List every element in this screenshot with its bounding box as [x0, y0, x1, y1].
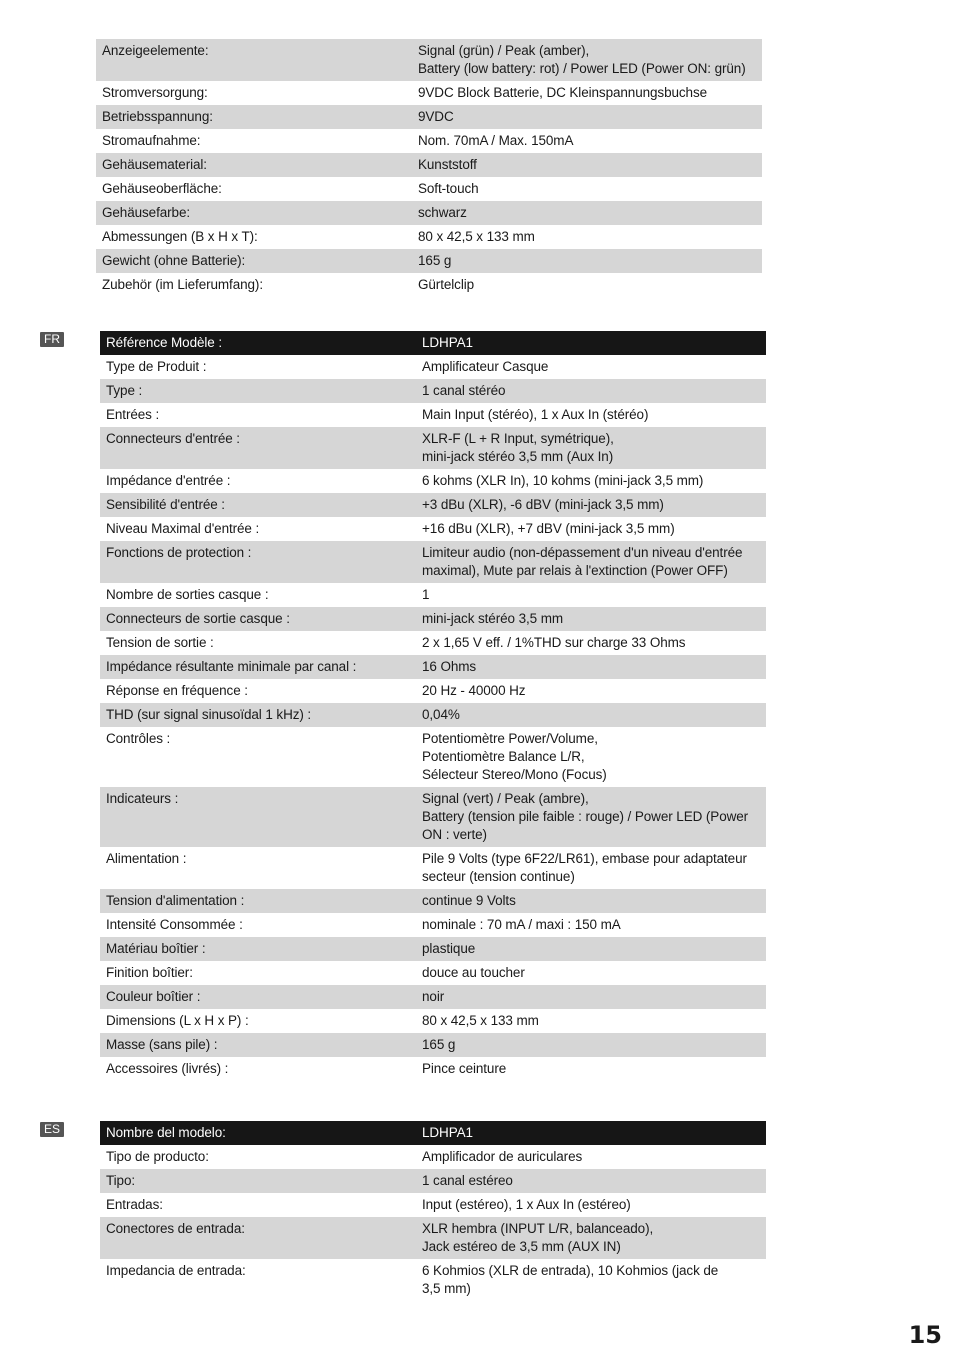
spec-value: Input (estéreo), 1 x Aux In (estéreo)	[422, 1197, 631, 1212]
spec-key: Intensité Consommée :	[106, 917, 243, 932]
spec-value: 80 x 42,5 x 133 mm	[418, 229, 535, 244]
spec-value: Pile 9 Volts (type 6F22/LR61), embase pour adaptateur secteur (tension continue)	[422, 851, 747, 884]
spec-key: Stromaufnahme:	[102, 133, 201, 148]
spec-header-key: Nombre del modelo:	[100, 1121, 410, 1145]
spec-value: Signal (grün) / Peak (amber), Battery (low battery: rot) / Power LED (Power ON: grün)	[406, 39, 762, 81]
table-row	[100, 703, 766, 727]
spec-key: Couleur boîtier :	[100, 985, 410, 1009]
table-row	[100, 355, 766, 379]
table-row	[100, 1259, 766, 1301]
spec-value: +3 dBu (XLR), -6 dBV (mini-jack 3,5 mm)	[410, 493, 766, 517]
table-row	[100, 517, 766, 541]
table-row	[96, 249, 762, 273]
table-row	[96, 153, 762, 177]
spec-value: Amplificador de auriculares	[422, 1149, 583, 1164]
spec-value: 20 Hz - 40000 Hz	[422, 683, 526, 698]
spec-table-de	[96, 39, 762, 297]
table-row	[100, 787, 766, 847]
spec-key: Matériau boîtier :	[100, 937, 410, 961]
spec-value: schwarz	[406, 201, 762, 225]
table-row	[100, 1169, 766, 1193]
table-header-row	[100, 331, 766, 355]
table-row	[100, 403, 766, 427]
spec-value: noir	[410, 985, 766, 1009]
spec-key: Niveau Maximal d'entrée :	[106, 521, 260, 536]
spec-value: +16 dBu (XLR), +7 dBV (mini-jack 3,5 mm)	[422, 521, 675, 536]
spec-value: Kunststoff	[406, 153, 762, 177]
table-row	[100, 961, 766, 985]
spec-key: Indicateurs :	[100, 787, 410, 847]
table-row	[100, 937, 766, 961]
spec-key: Accessoires (livrés) :	[106, 1061, 229, 1076]
table-row	[100, 631, 766, 655]
page-number: 15	[908, 1321, 942, 1349]
spec-key: Nombre de sorties casque :	[106, 587, 269, 602]
spec-value: plastique	[410, 937, 766, 961]
spec-value: 1 canal stéréo	[410, 379, 766, 403]
table-row	[100, 583, 766, 607]
table-row	[96, 129, 762, 153]
table-row	[96, 273, 762, 297]
spec-value: XLR-F (L + R Input, symétrique), mini-jack stéréo 3,5 mm (Aux In)	[410, 427, 766, 469]
spec-key: Gehäuseoberfläche:	[102, 181, 222, 196]
spec-value: nominale : 70 mA / maxi : 150 mA	[422, 917, 621, 932]
spec-key: Type :	[100, 379, 410, 403]
table-row	[100, 1145, 766, 1169]
table-row	[96, 39, 762, 81]
spec-value: 16 Ohms	[410, 655, 766, 679]
spec-value: 165 g	[410, 1033, 766, 1057]
table-row	[100, 727, 766, 787]
spec-key: Impédance d'entrée :	[106, 473, 231, 488]
spec-key: Dimensions (L x H x P) :	[106, 1013, 249, 1028]
spec-table-es	[100, 1121, 766, 1301]
spec-key: Type de Produit :	[106, 359, 207, 374]
table-row	[100, 379, 766, 403]
table-row	[100, 607, 766, 631]
table-row	[100, 1217, 766, 1259]
spec-value: 80 x 42,5 x 133 mm	[422, 1013, 539, 1028]
spec-key: Stromversorgung:	[102, 85, 208, 100]
table-row	[100, 493, 766, 517]
table-row	[100, 655, 766, 679]
table-row	[96, 225, 762, 249]
spec-value: 0,04%	[410, 703, 766, 727]
spec-key: Zubehör (im Lieferumfang):	[102, 277, 263, 292]
spec-header-value: LDHPA1	[410, 331, 766, 355]
language-badge-es: ES	[40, 1122, 64, 1137]
table-row	[96, 177, 762, 201]
spec-value: Pince ceinture	[422, 1061, 507, 1076]
spec-key: Connecteurs d'entrée :	[100, 427, 410, 469]
spec-value: Potentiomètre Power/Volume, Potentiomètre Balance L/R, Sélecteur Stereo/Mono (Focus)	[422, 731, 607, 782]
spec-key: Tipo de producto:	[106, 1149, 209, 1164]
spec-value: douce au toucher	[422, 965, 525, 980]
language-badge-fr: FR	[40, 332, 64, 347]
spec-key: Impédance résultante minimale par canal :	[100, 655, 410, 679]
spec-header-key: Référence Modèle :	[100, 331, 410, 355]
spec-value: 9VDC Block Batterie, DC Kleinspannungsbuchse	[418, 85, 708, 100]
spec-table-de-body	[96, 39, 762, 297]
table-row	[96, 105, 762, 129]
spec-value: Main Input (stéréo), 1 x Aux In (stéréo)	[422, 407, 649, 422]
spec-value: 6 kohms (XLR In), 10 kohms (mini-jack 3,5 mm)	[422, 473, 704, 488]
spec-key: Fonctions de protection :	[100, 541, 410, 583]
spec-key: Contrôles :	[106, 731, 171, 746]
table-row	[100, 1193, 766, 1217]
table-row	[96, 201, 762, 225]
spec-value: 165 g	[406, 249, 762, 273]
spec-key: Entrées :	[106, 407, 160, 422]
spec-value: 1	[422, 587, 430, 602]
table-row	[100, 889, 766, 913]
spec-header-value: LDHPA1	[410, 1121, 766, 1145]
spec-table-fr-body	[100, 331, 766, 1081]
spec-value: Gürtelclip	[418, 277, 475, 292]
spec-key: Gewicht (ohne Batterie):	[96, 249, 406, 273]
table-row	[100, 541, 766, 583]
spec-table-es-body	[100, 1121, 766, 1301]
table-row	[100, 913, 766, 937]
spec-value: 2 x 1,65 V eff. / 1%THD sur charge 33 Ohms	[422, 635, 686, 650]
table-row	[100, 1033, 766, 1057]
spec-key: Gehäusematerial:	[96, 153, 406, 177]
spec-value: Soft-touch	[418, 181, 479, 196]
spec-key: THD (sur signal sinusoïdal 1 kHz) :	[100, 703, 410, 727]
spec-key: Tension de sortie :	[106, 635, 214, 650]
spec-table-fr	[100, 331, 766, 1081]
spec-value: Nom. 70mA / Max. 150mA	[418, 133, 574, 148]
spec-value: continue 9 Volts	[410, 889, 766, 913]
table-header-row	[100, 1121, 766, 1145]
spec-value: Amplificateur Casque	[422, 359, 549, 374]
spec-key: Gehäusefarbe:	[96, 201, 406, 225]
table-row	[100, 679, 766, 703]
table-row	[100, 1009, 766, 1033]
spec-value: 6 Kohmios (XLR de entrada), 10 Kohmios (jack de 3,5 mm)	[422, 1263, 719, 1296]
spec-key: Anzeigeelemente:	[96, 39, 406, 81]
spec-key: Finition boîtier:	[106, 965, 193, 980]
spec-key: Connecteurs de sortie casque :	[100, 607, 410, 631]
spec-key: Impedancia de entrada:	[106, 1263, 246, 1278]
spec-value: mini-jack stéréo 3,5 mm	[410, 607, 766, 631]
table-row	[96, 81, 762, 105]
spec-key: Alimentation :	[106, 851, 187, 866]
spec-key: Sensibilité d'entrée :	[100, 493, 410, 517]
spec-key: Masse (sans pile) :	[100, 1033, 410, 1057]
table-row	[100, 985, 766, 1009]
spec-key: Conectores de entrada:	[100, 1217, 410, 1259]
spec-key: Betriebsspannung:	[96, 105, 406, 129]
table-row	[100, 847, 766, 889]
spec-value: Signal (vert) / Peak (ambre), Battery (tension pile faible : rouge) / Power LED (Power ON : verte)	[410, 787, 766, 847]
spec-key: Tension d'alimentation :	[100, 889, 410, 913]
spec-key: Tipo:	[100, 1169, 410, 1193]
table-row	[100, 1057, 766, 1081]
spec-value: XLR hembra (INPUT L/R, balanceado), Jack estéreo de 3,5 mm (AUX IN)	[410, 1217, 766, 1259]
spec-value: 9VDC	[406, 105, 762, 129]
spec-value: 1 canal estéreo	[410, 1169, 766, 1193]
spec-value: Limiteur audio (non-dépassement d'un niveau d'entrée maximal), Mute par relais à l'extinction (Power OFF)	[410, 541, 766, 583]
spec-key: Réponse en fréquence :	[106, 683, 248, 698]
spec-key: Entradas:	[106, 1197, 163, 1212]
spec-key: Abmessungen (B x H x T):	[102, 229, 258, 244]
table-row	[100, 427, 766, 469]
table-row	[100, 469, 766, 493]
